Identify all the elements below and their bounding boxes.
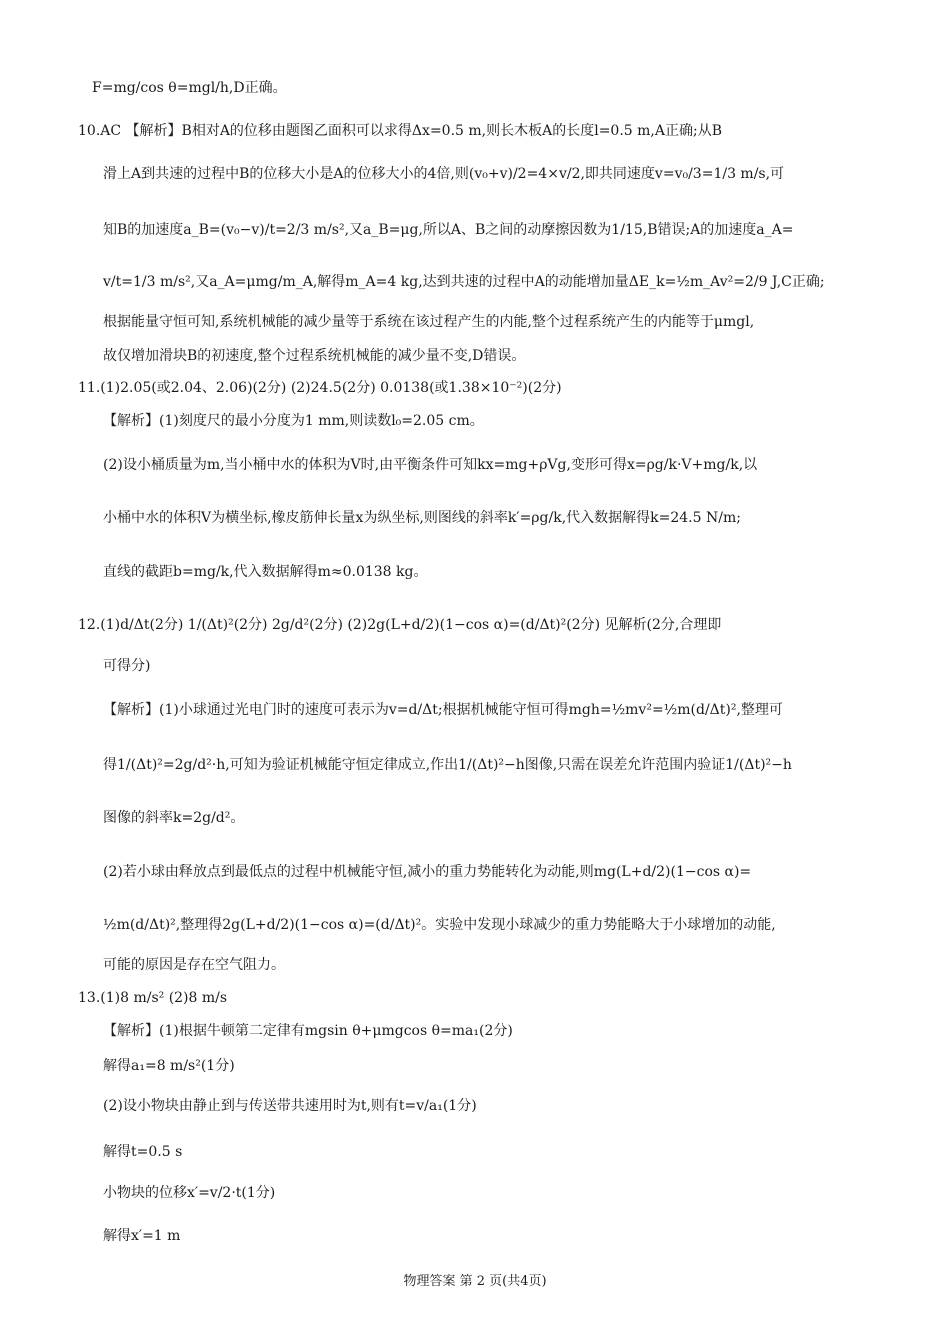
text-line-content: 知B的加速度a_B=(v₀−v)/t=2/3 m/s²,又a_B=μg,所以A、B之间的动摩擦因数为1/15,B错误;A的加速度a_A= — [103, 222, 794, 238]
text-line-content: 故仅增加滑块B的初速度,整个过程系统机械能的减少量不变,D错误。 — [103, 348, 526, 364]
text-line-content: 可能的原因是存在空气阻力。 — [103, 957, 285, 973]
text-line-content: 【解析】(1)根据牛顿第二定律有mgsin θ+μmgcos θ=ma₁(2分) — [103, 1023, 513, 1039]
text-line-content: 解得a₁=8 m/s²(1分) — [103, 1058, 235, 1074]
page-footer: 物理答案 第 2 页(共4页) — [403, 1274, 547, 1289]
text-line-content: ½m(d/Δt)²,整理得2g(L+d/2)(1−cos α)=(d/Δt)²。实验中发现小球减少的重力势能略大于小球增加的动能, — [103, 917, 776, 933]
text-line-content: 【解析】(1)刻度尺的最小分度为1 mm,则读数l₀=2.05 cm。 — [103, 413, 484, 429]
text-line-content: 解得x′=1 m — [103, 1228, 181, 1244]
text-line-content: F=mg/cos θ=mgl/h,D正确。 — [92, 80, 287, 96]
text-line-content: 11.(1)2.05(或2.04、2.06)(2分) (2)24.5(2分) 0.0138(或1.38×10⁻²)(2分) — [78, 380, 562, 396]
text-line-content: 13.(1)8 m/s² (2)8 m/s — [78, 990, 228, 1006]
text-line-content: (2)设小桶质量为m,当小桶中水的体积为V时,由平衡条件可知kx=mg+ρVg,变形可得x=ρg/k·V+mg/k,以 — [103, 457, 758, 473]
text-line-content: 10.AC 【解析】B相对A的位移由题图乙面积可以求得Δx=0.5 m,则长木板A的长度l=0.5 m,A正确;从B — [78, 123, 722, 139]
text-line-content: (2)若小球由释放点到最低点的过程中机械能守恒,减小的重力势能转化为动能,则mg(L+d/2)(1−cos α)= — [103, 864, 752, 880]
text-line-content: 小物块的位移x′=v/2·t(1分) — [103, 1185, 276, 1201]
text-line-content: 根据能量守恒可知,系统机械能的减少量等于系统在该过程产生的内能,整个过程系统产生的内能等于μmgl, — [103, 314, 755, 330]
text-line-content: 可得分) — [103, 658, 151, 674]
text-line-content: (2)设小物块由静止到与传送带共速用时为t,则有t=v/a₁(1分) — [103, 1098, 477, 1114]
text-line-content: 【解析】(1)小球通过光电门时的速度可表示为v=d/Δt;根据机械能守恒可得mgh=½mv²=½m(d/Δt)²,整理可 — [103, 702, 783, 718]
text-line-content: 图像的斜率k=2g/d²。 — [103, 810, 245, 826]
text-line-content: 得1/(Δt)²=2g/d²·h,可知为验证机械能守恒定律成立,作出1/(Δt)²−h图像,只需在误差允许范围内验证1/(Δt)²−h — [103, 757, 792, 773]
text-line-content: 直线的截距b=mg/k,代入数据解得m≈0.0138 kg。 — [103, 564, 428, 580]
text-line-content: v/t=1/3 m/s²,又a_A=μmg/m_A,解得m_A=4 kg,达到共速的过程中A的动能增加量ΔE_k=½m_Av²=2/9 J,C正确; — [103, 274, 825, 290]
text-line-content: 解得t=0.5 s — [103, 1144, 183, 1160]
text-line-content: 小桶中水的体积V为横坐标,橡皮筋伸长量x为纵坐标,则图线的斜率k′=ρg/k,代入数据解得k=24.5 N/m; — [103, 510, 741, 526]
text-line-content: 12.(1)d/Δt(2分) 1/(Δt)²(2分) 2g/d²(2分) (2)2g(L+d/2)(1−cos α)=(d/Δt)²(2分) 见解析(2分,合理即 — [78, 617, 722, 633]
text-line-content: 滑上A到共速的过程中B的位移大小是A的位移大小的4倍,则(v₀+v)/2=4×v/2,即共同速度v=v₀/3=1/3 m/s,可 — [103, 166, 785, 182]
